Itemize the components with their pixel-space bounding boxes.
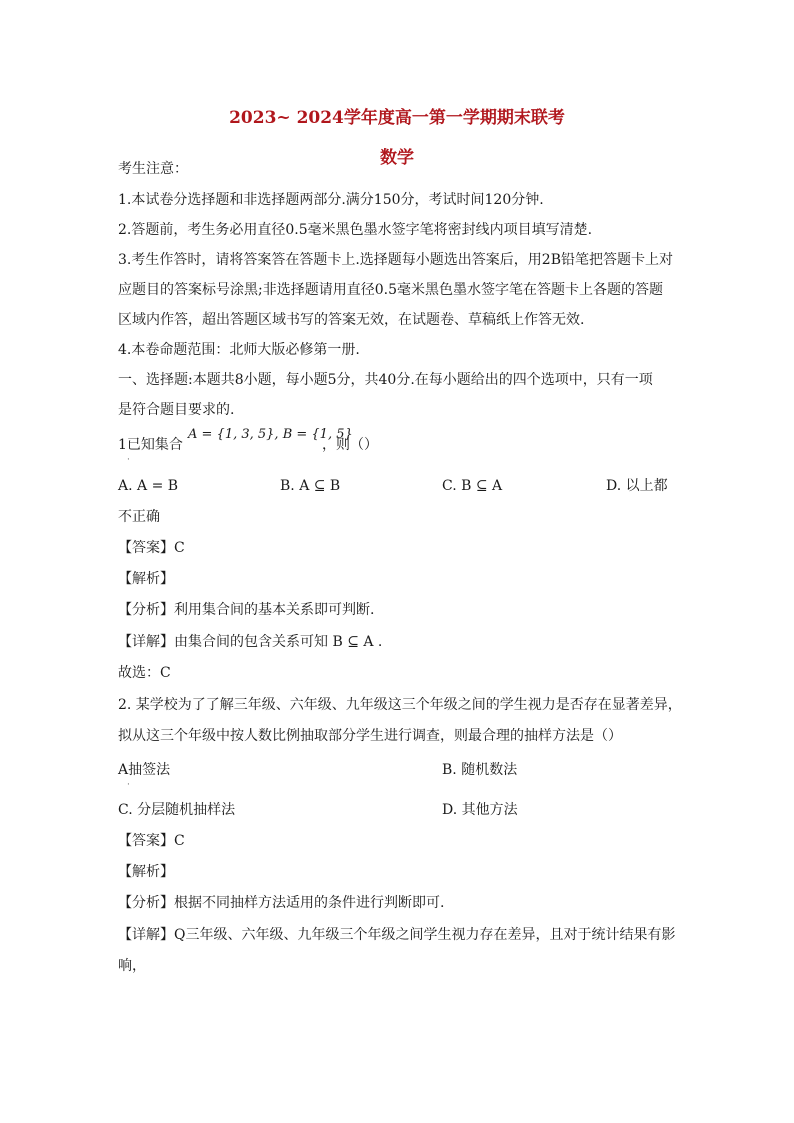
q1-formula: A = {1, 3, 5}, B = {1, 5}: [188, 427, 353, 442]
q1-analysis-heading: 【解析】: [118, 571, 174, 587]
exam-title: 2023~ 2024学年度高一第一学期期末联考: [229, 108, 565, 128]
q1-option-c: C. B ⊆ A: [442, 478, 503, 494]
q2-mark: ·: [127, 780, 130, 790]
q2-detail: 【详解】Q三年级、六年级、九年级三个年级之间学生视力存在差异，且对于统计结果有影: [118, 927, 676, 943]
notes-heading: 考生注意：: [118, 161, 188, 177]
q1-detail: 【详解】由集合间的包含关系可知 B ⊆ A .: [118, 634, 383, 650]
q2-option-a: A抽签法: [118, 762, 171, 778]
q1-stem-suffix: ，则（）: [322, 437, 378, 453]
q2-option-d: D. 其他方法: [442, 802, 518, 818]
q1-option-d: D. 以上都: [606, 478, 668, 494]
q1-stem-prefix: 1已知集合: [118, 437, 183, 453]
note-item-3-cont: 应题目的答案标号涂黑;非选择题请用直径0.5毫米黑色墨水签字笔在答题卡上各题的答题: [118, 282, 663, 298]
q1-option-d-cont: 不正确: [118, 509, 160, 525]
note-item-4: 4.本卷命题范围：北师大版必修第一册.: [118, 342, 360, 358]
q1-option-b: B. A ⊆ B: [280, 478, 341, 494]
note-item-3: 3.考生作答时，请将答案答在答题卡上.选择题每小题选出答案后，用2B铅笔把答题卡上对: [118, 252, 674, 268]
q1-conclusion: 故选：C: [118, 665, 171, 681]
section-heading: 一、选择题:本题共8小题，每小题5分，共40分.在每小题给出的四个选项中，只有一项: [118, 372, 653, 388]
q2-analysis: 【分析】根据不同抽样方法适用的条件进行判断即可.: [118, 895, 445, 911]
note-item-1: 1.本试卷分选择题和非选择题两部分.满分150分，考试时间120分钟.: [118, 192, 544, 208]
note-item-3-cont2: 区域内作答，超出答题区域书写的答案无效，在试题卷、草稿纸上作答无效.: [118, 312, 585, 328]
q2-stem: 2. 某学校为了了解三年级、六年级、九年级这三个年级之间的学生视力是否存在显著差异，: [118, 697, 682, 713]
q1-answer: 【答案】C: [118, 540, 185, 556]
q2-stem-cont: 拟从这三个年级中按人数比例抽取部分学生进行调查，则最合理的抽样方法是（）: [118, 728, 622, 744]
subject-title: 数学: [380, 148, 414, 168]
q1-mark: ·: [127, 455, 130, 465]
q1-option-a: A. A = B: [118, 478, 179, 494]
q2-detail-cont: 响，: [118, 958, 146, 974]
q2-option-c: C. 分层随机抽样法: [118, 802, 236, 818]
section-heading-cont: 是符合题目要求的.: [118, 402, 235, 418]
q2-analysis-heading: 【解析】: [118, 864, 174, 880]
note-item-2: 2.答题前，考生务必用直径0.5毫米黑色墨水签字笔将密封线内项目填写清楚.: [118, 222, 593, 238]
q2-option-b: B. 随机数法: [442, 762, 518, 778]
q1-analysis: 【分析】利用集合间的基本关系即可判断.: [118, 602, 375, 618]
q2-answer: 【答案】C: [118, 833, 185, 849]
